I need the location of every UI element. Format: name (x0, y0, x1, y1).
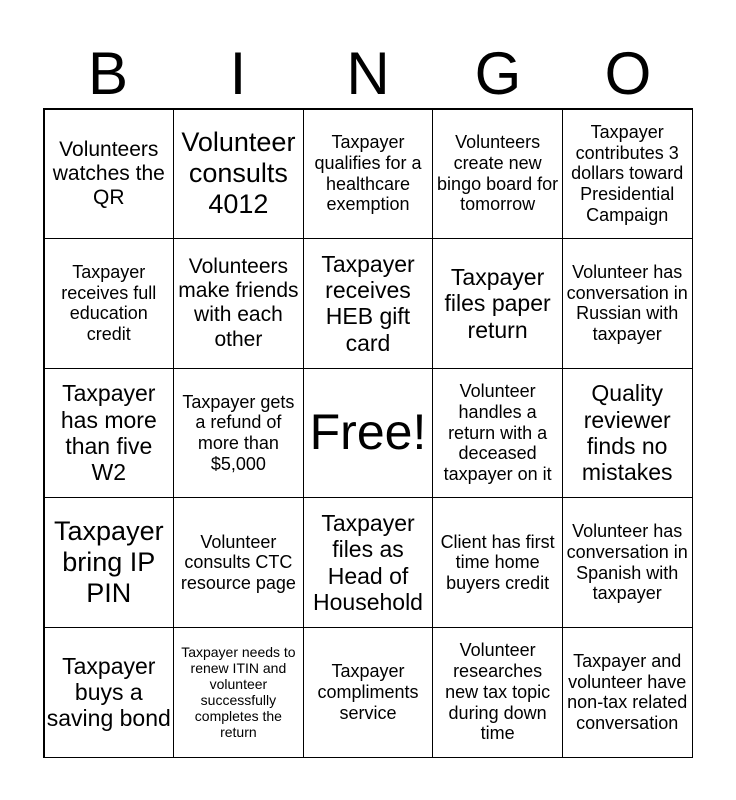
bingo-cell[interactable]: Taxpayer has more than five W2 (44, 368, 175, 499)
bingo-cell[interactable]: Taxpayer compliments service (303, 627, 434, 758)
header-letter-g: G (474, 40, 522, 107)
bingo-cell[interactable]: Taxpayer qualifies for a healthcare exemption (303, 109, 434, 240)
bingo-cell[interactable]: Taxpayer and volunteer have non-tax related conversation (562, 627, 693, 758)
bingo-cell[interactable]: Taxpayer gets a refund of more than $5,000 (173, 368, 304, 499)
bingo-cell[interactable]: Taxpayer needs to renew ITIN and volunteer successfully completes the return (173, 627, 304, 758)
bingo-cell[interactable]: Volunteers create new bingo board for tomorrow (432, 109, 563, 240)
bingo-cell[interactable]: Volunteer has conversation in Spanish with taxpayer (562, 497, 693, 628)
header-letter-b: B (87, 40, 129, 107)
bingo-cell[interactable]: Taxpayer receives full education credit (44, 238, 175, 369)
bingo-cell[interactable]: Volunteer consults CTC resource page (173, 497, 304, 628)
header-letter-n: N (346, 40, 390, 107)
bingo-cell[interactable]: Taxpayer buys a saving bond (44, 627, 175, 758)
bingo-header (43, 40, 693, 108)
bingo-cell[interactable]: Taxpayer files as Head of Household (303, 497, 434, 628)
bingo-cell[interactable]: Taxpayer files paper return (432, 238, 563, 369)
bingo-cell[interactable]: Volunteer researches new tax topic during down time (432, 627, 563, 758)
bingo-cell[interactable]: Client has first time home buyers credit (432, 497, 563, 628)
bingo-cell[interactable]: Volunteer has conversation in Russian with taxpayer (562, 238, 693, 369)
bingo-cell[interactable]: Volunteers watches the QR (44, 109, 175, 240)
bingo-cell[interactable]: Volunteer handles a return with a deceased taxpayer on it (432, 368, 563, 499)
bingo-cell[interactable]: Taxpayer receives HEB gift card (303, 238, 434, 369)
bingo-cell[interactable]: Taxpayer contributes 3 dollars toward Presidential Campaign (562, 109, 693, 240)
bingo-cell[interactable]: Volunteers make friends with each other (173, 238, 304, 369)
bingo-board (43, 108, 693, 758)
bingo-cell[interactable]: Taxpayer bring IP PIN (44, 497, 175, 628)
bingo-cell[interactable]: Volunteer consults 4012 (173, 109, 304, 240)
bingo-cell[interactable]: Quality reviewer finds no mistakes (562, 368, 693, 499)
header-letter-o: O (604, 40, 652, 107)
free-space-cell[interactable]: Free! (303, 368, 434, 499)
header-letter-i: I (229, 40, 247, 107)
